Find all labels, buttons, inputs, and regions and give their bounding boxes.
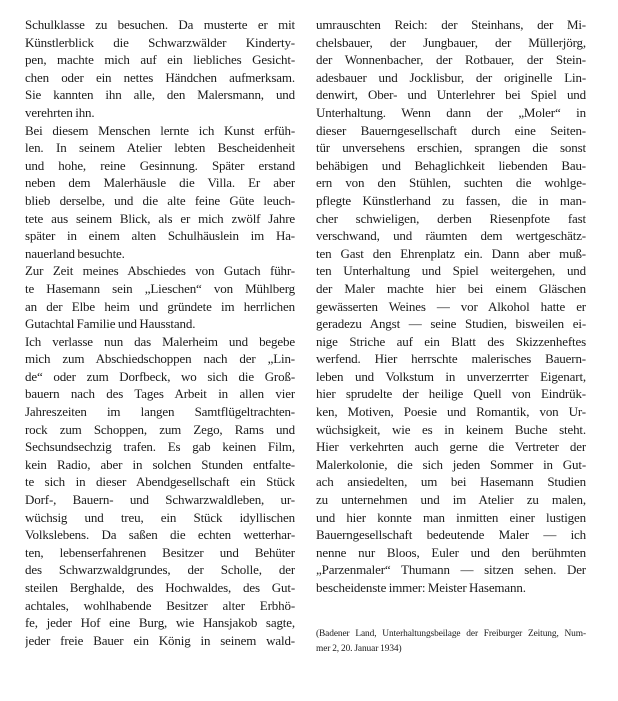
text-line: hier sprudelte der heilige Quell von Eindrük-	[316, 386, 586, 402]
text-line: an der Elbe heim und gründete im herrlichen	[25, 298, 295, 314]
text-line: (Badener Land, Unterhaltungsbeilage der Freiburger Zeitung, Num-	[316, 628, 586, 639]
text-line: wüchsig und treu, ein Stück idyllischen	[25, 509, 295, 525]
left-text-column	[25, 16, 295, 649]
text-line: neben dem Malerhäusle die Villa. Er aber	[25, 175, 295, 191]
text-line: Ich verlasse nun das Malerheim und begebe	[25, 333, 295, 349]
text-line: chelsbauer, der Jungbauer, der Müllerjörg,	[316, 34, 586, 50]
text-line: rock zum Schoppen, zum Zego, Rams und	[25, 421, 295, 437]
text-line: adesbauer und Jocklisbur, der originelle Lin-	[316, 69, 586, 85]
text-line: mich zum Abschiedschoppen nach der „Lin-	[25, 351, 295, 367]
text-line: ken, Motiven, Poesie und Romantik, von Ur-	[316, 404, 586, 420]
text-line: nauerland besuchte.	[25, 245, 125, 261]
text-line: steilen Berghalde, des Hochwaldes, des Gut-	[25, 580, 295, 595]
text-line: Sie kannten ihn alle, den Malersmann, und	[25, 87, 295, 103]
text-line: später in einem alten Schulhäuslein im Ha-	[25, 228, 295, 244]
text-line: Malerkolonie, die sich jeden Sommer in Gut-	[316, 456, 586, 472]
text-line: te Hasemann sein „Lieschen“ von Mühlberg	[25, 280, 295, 296]
text-line: wüchsigkeit, wie es in keinem Buche steht.	[316, 421, 586, 437]
text-line: werfend. Hier herrschte malerisches Bauern-	[316, 351, 586, 367]
footnote-citation	[316, 627, 586, 658]
text-line: Unterhaltung. Wenn dann der „Moler“ in	[316, 104, 586, 120]
text-line: pflegte Künstlerhand zu fassen, die in man-	[316, 192, 586, 208]
text-line: cher schwieligen, derben Riesenpfote fast	[316, 210, 586, 226]
text-line: der Maler machte hier bei einem Gläschen	[316, 280, 586, 296]
text-line: und hohe, reine Gesinnung. Später erstand	[25, 157, 295, 173]
text-line: „Parzenmaler“ Thumann — sitzen sehen. Der	[316, 562, 586, 578]
text-line: umrauschten Reich: der Steinhans, der Mi-	[316, 17, 586, 32]
text-line: Hier verkehrten auch gerne die Vertreter der	[316, 439, 586, 455]
text-line: chen oder ein nettes Händchen aufmerksam.	[25, 69, 295, 85]
text-line: ten Gast den Ehrenplatz ein. Dann aber muß-	[316, 245, 586, 261]
text-line: Künstlerblick die Schwarzwälder Kinderty-	[25, 34, 295, 50]
text-line: ern von den Stühlen, suchten die wohlge-	[316, 175, 586, 191]
right-text-column	[316, 16, 586, 658]
text-line: zu unternehmen und im Atelier zu malen,	[316, 492, 586, 508]
text-line: nenne nur Bloos, Euler und den berühmten	[316, 544, 586, 560]
right-column-text	[316, 16, 586, 597]
text-line: bauern nach des Tages Arbeit in allen vier	[25, 386, 295, 402]
text-line: ach ansiedelten, um bei Hasemann Studien	[316, 474, 586, 490]
text-line: blieb derselbe, und die alte feine Güte leuch-	[25, 192, 295, 208]
text-line: und hier konnte man inmitten einer lustigen	[316, 509, 586, 525]
text-line: gewässerten Weines — vor Alkohol hatte er	[316, 298, 586, 314]
text-line: achtales, wohlhabende Besitzer alter Erbhö-	[25, 597, 295, 613]
text-line: leben und Volkstum in unverzerrter Eigenart,	[316, 368, 586, 384]
text-line: ten Unterhaltung und Spiel weitergehen, und	[316, 263, 586, 279]
text-line: Gutachtal Familie und Hausstand.	[25, 316, 196, 332]
text-line: verschwand, und räumten dem wertgeschätz-	[316, 228, 586, 244]
text-line: ten, lebenserfahrenen Besitzer und Behüter	[25, 544, 295, 560]
text-line: Schulklasse zu besuchen. Da musterte er mit	[25, 17, 295, 32]
text-line: Bauerngesellschaft bedeutende Maler — ich	[316, 527, 586, 543]
text-line: tete aus seinem Blick, als er mich zwölf Jahre	[25, 210, 295, 226]
text-line: kein Radio, aber in solchen Stunden entfalte-	[25, 456, 295, 472]
text-line: verehrten ihn.	[25, 104, 95, 120]
text-line: denwirt, Ober- und Unterlehrer bei Spiel und	[316, 87, 586, 103]
text-line: dieser Bauerngesellschaft durch eine Seiten-	[316, 122, 586, 138]
text-line: behäbigen und Behaglichkeit liebenden Bau-	[316, 157, 586, 173]
text-line: Dorf-, Bauern- und Schwarzwaldleben, ur-	[25, 492, 295, 508]
text-line: tür unversehens erschien, sprangen die sonst	[316, 140, 586, 156]
text-line: Zur Zeit meines Abschiedes von Gutach führ-	[25, 263, 295, 279]
text-line: te sich in dieser Abendgesellschaft ein Stück	[25, 474, 295, 490]
text-line: jeder freie Bauer ein König in seinem wald-	[25, 632, 295, 648]
text-line: fe, jeder Hof eine Burg, wie Hansjakob sagte,	[25, 615, 295, 631]
text-line: pen, machte mich auf ein liebliches Gesicht-	[25, 52, 295, 68]
text-line: der Wonnenbacher, der Rotbauer, der Stein-	[316, 52, 586, 68]
text-line: des Schwarzwaldgrundes, der Scholle, der	[25, 562, 295, 578]
text-line: Sechsundsechzig trafen. Es gab keinen Film,	[25, 439, 295, 455]
text-line: bescheidenste immer: Meister Hasemann.	[316, 580, 526, 595]
text-line: mer 2, 20. Januar 1934)	[316, 644, 402, 655]
text-line: nige Striche auf ein Blatt des Skizzenheftes	[316, 333, 586, 349]
text-line: Volkslebens. Da saßen die echten wetterhar-	[25, 527, 295, 543]
text-line: Bei diesem Menschen lernte ich Kunst erfüh-	[25, 122, 295, 138]
text-line: len. In seinem Atelier lebten Bescheidenheit	[25, 140, 295, 156]
text-line: Jahreszeiten im langen Samtflügeltrachten-	[25, 404, 295, 420]
text-line: de“ oder zum Dorfbeck, wo sich die Groß-	[25, 368, 295, 384]
text-line: geradezu Angst — seine Studien, bisweilen ei-	[316, 316, 586, 332]
